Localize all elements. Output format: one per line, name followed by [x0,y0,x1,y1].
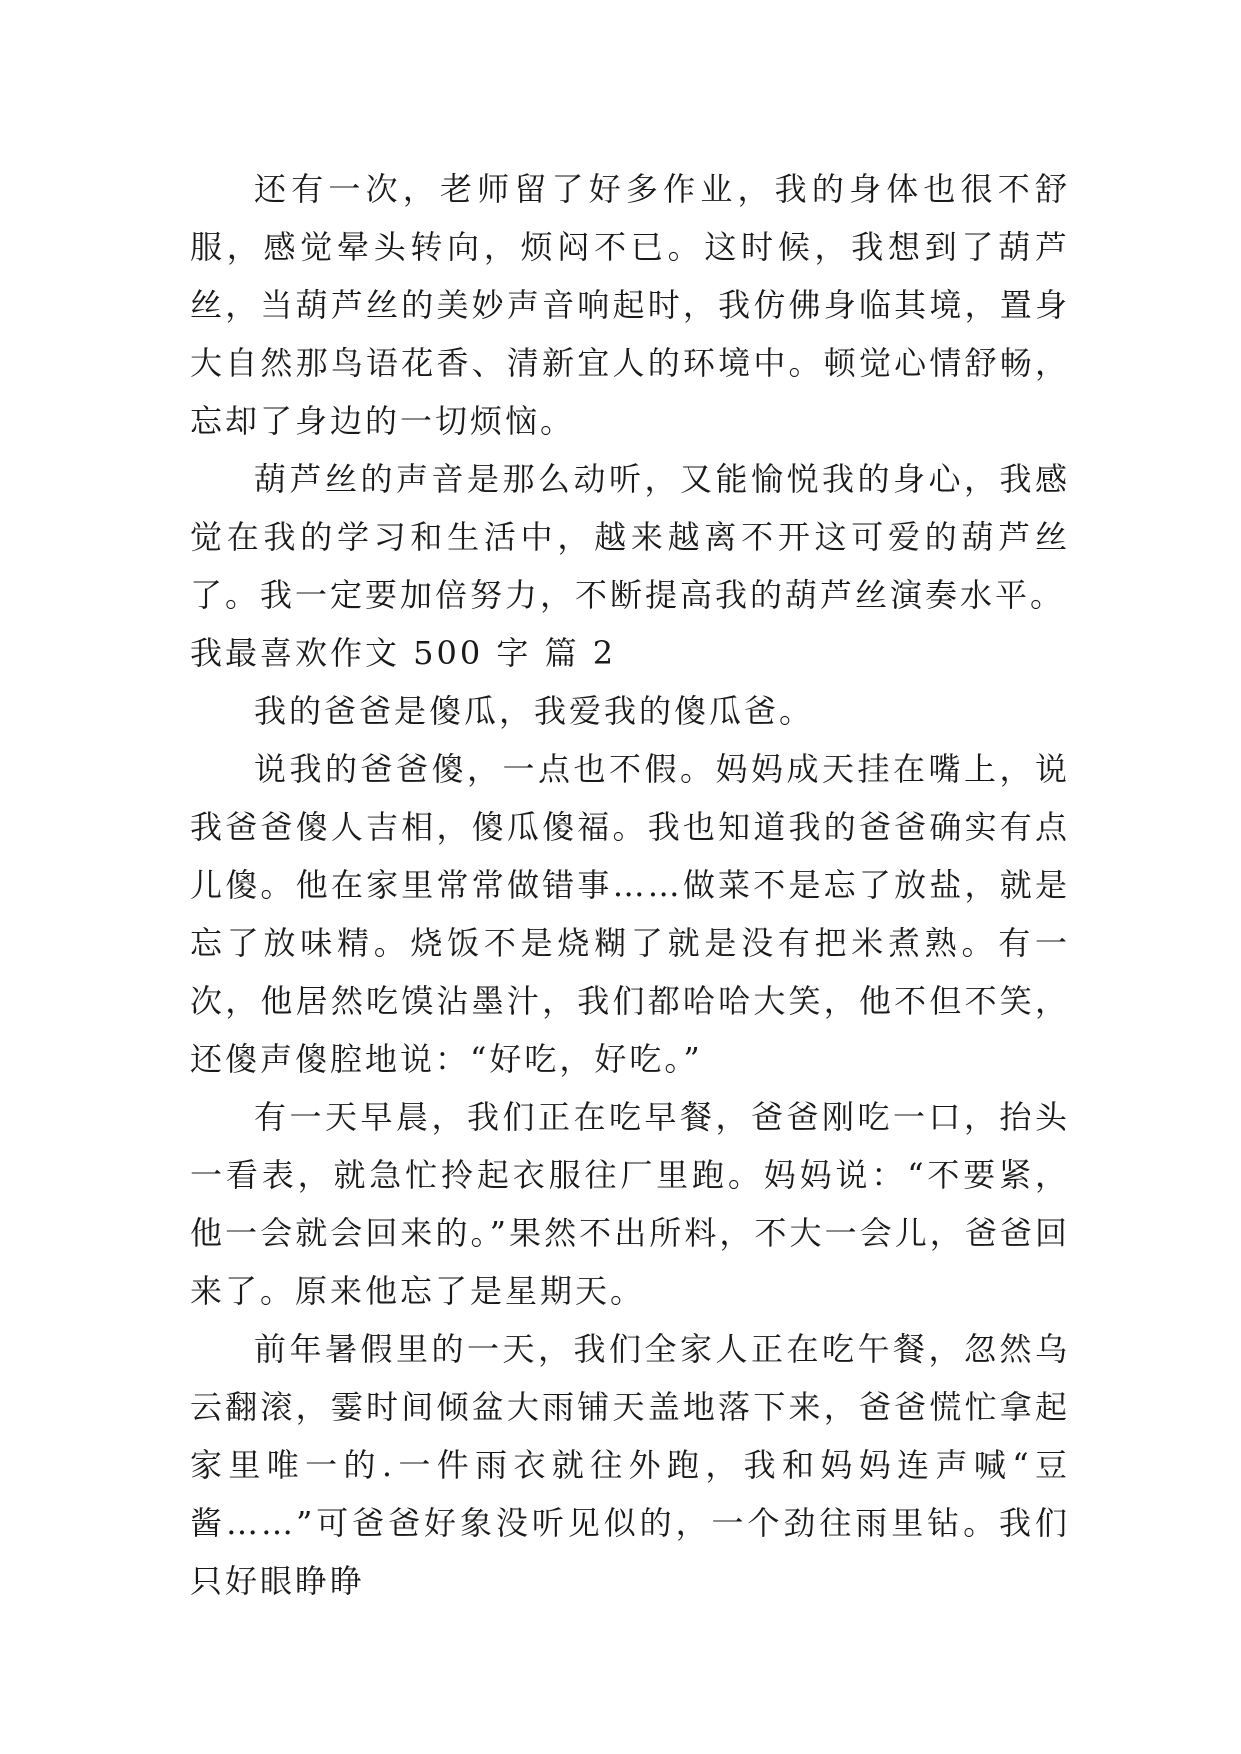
paragraph: 说我的爸爸傻，一点也不假。妈妈成天挂在嘴上，说我爸爸傻人吉相，傻瓜傻福。我也知道我的爸爸确实有点儿傻。他在家里常常做错事……做菜不是忘了放盐，就是忘了放味精。烧饭不是烧糊了就是没有把米煮熟。有一次，他居然吃馍沾墨汁，我们都哈哈大笑，他不但不笑，还傻声傻腔地说：“好吃，好吃。” [190,750,1070,1078]
section-heading: 我最喜欢作文 500 字 篇 2 [190,634,617,672]
paragraph: 还有一次，老师留了好多作业，我的身体也很不舒服，感觉晕头转向，烦闷不已。这时候，我想到了葫芦丝，当葫芦丝的美妙声音响起时，我仿佛身临其境，置身大自然那鸟语花香、清新宜人的环境中。顿觉心情舒畅，忘却了身边的一切烦恼。 [190,170,1070,440]
paragraph: 我的爸爸是傻瓜，我爱我的傻瓜爸。 [254,692,815,730]
paragraph: 前年暑假里的一天，我们全家人正在吃午餐，忽然乌云翻滚，霎时间倾盆大雨铺天盖地落下来，爸爸慌忙拿起家里唯一的.一件雨衣就往外跑，我和妈妈连声喊“豆酱……”可爸爸好象没听见似的，一个劲往雨里钻。我们只好眼睁睁 [190,1330,1070,1600]
paragraph: 有一天早晨，我们正在吃早餐，爸爸刚吃一口，抬头一看表，就急忙拎起衣服往厂里跑。妈妈说：“不要紧，他一会就会回来的。”果然不出所料，不大一会儿，爸爸回来了。原来他忘了是星期天。 [190,1098,1070,1310]
document-body [190,160,1070,1610]
paragraph: 葫芦丝的声音是那么动听，又能愉悦我的身心，我感觉在我的学习和生活中，越来越离不开这可爱的葫芦丝了。我一定要加倍努力，不断提高我的葫芦丝演奏水平。 [190,460,1070,614]
